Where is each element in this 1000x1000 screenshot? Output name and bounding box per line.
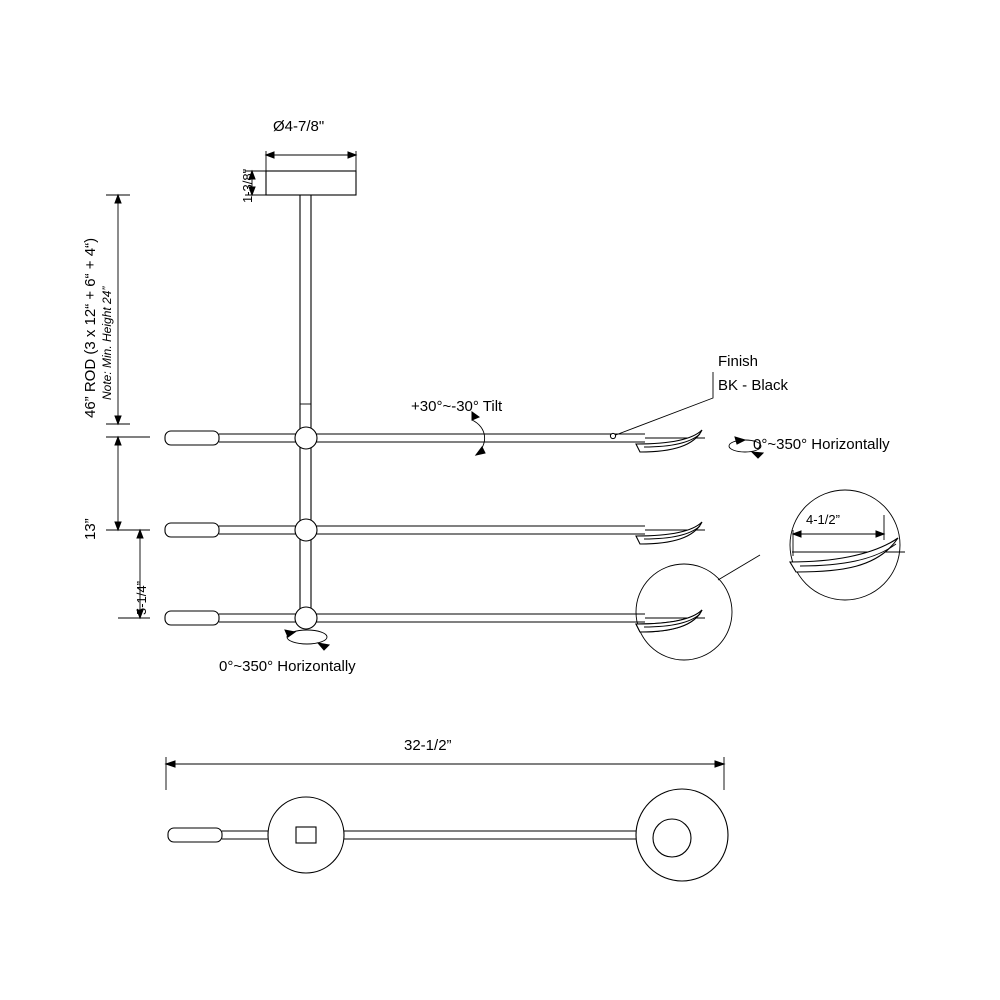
tilt-label: +30°~-30° Tilt (411, 398, 503, 415)
finish-leader (610, 372, 713, 439)
plan-view (168, 789, 728, 881)
canopy-diameter-label: Ø4-7/8" (273, 118, 325, 135)
arm-gap-upper-dimension (106, 437, 150, 530)
arm-gap-upper-label: 13” (82, 518, 99, 540)
finish-label: Finish (718, 353, 759, 370)
canopy (266, 171, 356, 195)
horizontal-rotation-top-label: 0°~350° Horizontally (753, 436, 890, 453)
arm-top (165, 427, 705, 452)
arm-bottom (165, 607, 705, 632)
detail-length-label: 4-1/2” (806, 512, 840, 527)
horizontal-rotation-bottom-label: 0°~350° Horizontally (219, 658, 356, 675)
horizontal-rotation-bottom (285, 630, 329, 650)
arm-gap-lower-label: 5-1/4” (134, 581, 149, 615)
detail-bubble-small (636, 555, 760, 660)
overall-width-dimension (166, 757, 724, 790)
overall-width-label: 32-1/2” (404, 737, 452, 754)
vertical-rod (300, 195, 311, 627)
rod-length-label: 46” ROD (3 x 12“ + 6“ + 4“) (82, 237, 99, 418)
finish-color-label: BK - Black (718, 377, 789, 394)
detail-bubble-large (790, 490, 905, 600)
rod-min-height-note: Note: Min. Height 24” (100, 286, 114, 400)
canopy-height-label: 1-3/8" (240, 168, 255, 203)
arm-middle (165, 519, 705, 544)
